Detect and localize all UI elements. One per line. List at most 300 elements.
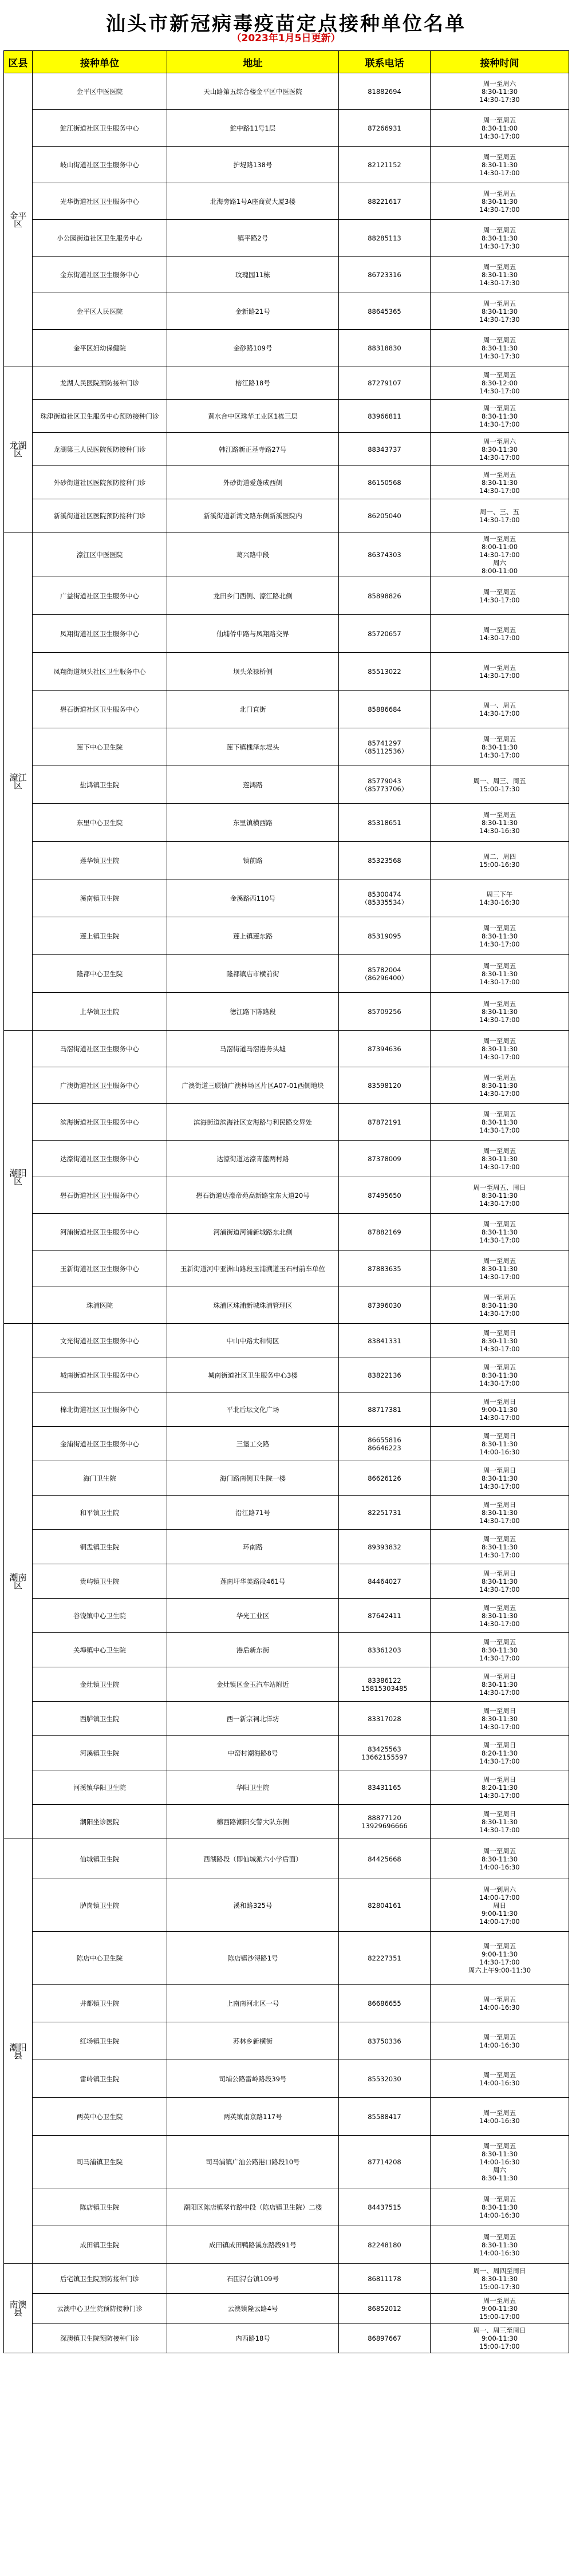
phone-cell: 81882694 <box>339 73 431 110</box>
phone-cell: 85300474 （85335534） <box>339 879 431 917</box>
unit-cell: 后宅镇卫生院预防接种门诊 <box>33 2264 167 2294</box>
table-row <box>4 2060 569 2098</box>
address-cell: 环南路 <box>167 1530 339 1564</box>
address-cell: 河浦街道河浦新城路东北侧 <box>167 1214 339 1250</box>
time-cell: 周一至周日 8:20-11:30 14:30-17:00 <box>431 1770 569 1805</box>
address-cell: 上南南河北区一号 <box>167 1985 339 2022</box>
time-cell: 周一至周五 8:30-11:00 14:30-17:00 <box>431 110 569 147</box>
time-cell: 周一至周五 8:30-11:30 14:30-17:30 <box>431 330 569 366</box>
unit-cell: 马滘街道社区卫生服务中心 <box>33 1031 167 1067</box>
time-cell: 周一至周五 8:30-11:30 14:30-17:00 <box>431 400 569 433</box>
time-cell: 周一至周五 8:30-11:30 14:30-17:30 <box>431 257 569 293</box>
table-header-row <box>4 51 569 73</box>
table-row <box>4 728 569 766</box>
phone-cell: 85779043 （85773706） <box>339 766 431 804</box>
page-title: 汕头市新冠病毒疫苗定点接种单位名单 <box>106 13 466 35</box>
district-cell: 潮阳区 <box>4 1031 33 1324</box>
time-cell: 周一至周五 8:30-11:30 14:30-17:00 <box>431 1031 569 1067</box>
table-row <box>4 653 569 691</box>
address-cell: 珠浦区珠浦新城珠浦管理区 <box>167 1287 339 1324</box>
table-row <box>4 1496 569 1530</box>
table-row <box>4 1932 569 1985</box>
unit-cell: 陈店中心卫生院 <box>33 1932 167 1985</box>
phone-cell: 83750336 <box>339 2022 431 2060</box>
time-cell: 周一至周五 8:30-11:30 14:30-17:00 <box>431 1250 569 1287</box>
address-cell: 金灶镇区金玉汽车站附近 <box>167 1667 339 1702</box>
phone-cell: 85709256 <box>339 993 431 1031</box>
table-row <box>4 1667 569 1702</box>
unit-cell: 上华镇卫生院 <box>33 993 167 1031</box>
address-cell: 北门直街 <box>167 691 339 728</box>
address-cell: 金新路21号 <box>167 293 339 330</box>
time-cell: 周一至周日 8:30-11:30 14:30-17:00 <box>431 1324 569 1358</box>
address-cell: 外砂街道爱蓬成西侧 <box>167 466 339 499</box>
unit-cell: 河浦街道社区卫生服务中心 <box>33 1214 167 1250</box>
unit-cell: 贵屿镇卫生院 <box>33 1564 167 1599</box>
time-cell: 周一到周六 14:00-17:00 周日 9:00-11:30 14:00-17:00 <box>431 1879 569 1932</box>
unit-cell: 城南街道社区卫生服务中心 <box>33 1358 167 1392</box>
address-cell: 坝头荣禄桥侧 <box>167 653 339 691</box>
unit-cell: 珠浦医院 <box>33 1287 167 1324</box>
unit-cell: 达濠街道社区卫生服务中心 <box>33 1141 167 1177</box>
unit-cell: 东里中心卫生院 <box>33 804 167 842</box>
table-row <box>4 842 569 879</box>
unit-cell: 陈店镇卫生院 <box>33 2188 167 2226</box>
time-cell: 周一至周日 8:20-11:30 14:30-17:00 <box>431 1736 569 1770</box>
time-cell: 周一至周五 8:30-11:30 14:30-17:30 <box>431 293 569 330</box>
address-cell: 溪和路325号 <box>167 1879 339 1932</box>
phone-cell: 85720657 <box>339 615 431 653</box>
table-row <box>4 183 569 220</box>
unit-cell: 棉北街道社区卫生服务中心 <box>33 1392 167 1427</box>
phone-cell: 86811178 <box>339 2264 431 2294</box>
table-row <box>4 615 569 653</box>
time-cell: 周一至周六 8:30-11:30 14:30-17:30 <box>431 73 569 110</box>
unit-cell: 盐鸿镇卫生院 <box>33 766 167 804</box>
phone-cell: 88221617 <box>339 183 431 220</box>
table-row <box>4 2022 569 2060</box>
time-cell: 周一至周五 8:30-11:30 14:30-17:00 <box>431 917 569 955</box>
table-row <box>4 1104 569 1141</box>
unit-cell: 河溪镇卫生院 <box>33 1736 167 1770</box>
time-cell: 周一至周日 8:30-11:30 14:30-17:00 <box>431 1564 569 1599</box>
time-cell: 周三下午 14:30-16:30 <box>431 879 569 917</box>
phone-cell: 86686655 <box>339 1985 431 2022</box>
table-row <box>4 220 569 257</box>
phone-cell: 83822136 <box>339 1358 431 1392</box>
time-cell: 周一至周五 8:30-11:30 14:30-17:00 <box>431 147 569 183</box>
address-cell: 护堤路138号 <box>167 147 339 183</box>
phone-cell: 88717381 <box>339 1392 431 1427</box>
time-cell: 周一至周日 8:30-11:30 14:00-16:30 <box>431 1427 569 1461</box>
unit-cell: 金平区中医医院 <box>33 73 167 110</box>
table-row <box>4 577 569 615</box>
address-cell: 东里镇横西路 <box>167 804 339 842</box>
table-row <box>4 1324 569 1358</box>
table-row <box>4 1177 569 1214</box>
phone-cell: 85532030 <box>339 2060 431 2098</box>
phone-cell: 87883635 <box>339 1250 431 1287</box>
phone-cell: 88343737 <box>339 433 431 466</box>
table-row <box>4 433 569 466</box>
phone-cell: 88645365 <box>339 293 431 330</box>
table-row <box>4 147 569 183</box>
phone-cell: 87495650 <box>339 1177 431 1214</box>
unit-cell: 关埠镇中心卫生院 <box>33 1633 167 1667</box>
phone-cell: 87882169 <box>339 1214 431 1250</box>
address-cell: 海门路南侧卫生院一楼 <box>167 1461 339 1496</box>
unit-cell: 广益街道社区卫生服务中心 <box>33 577 167 615</box>
time-cell: 周一至周五 9:00-11:30 15:00-17:00 <box>431 2294 569 2323</box>
phone-cell: 87714208 <box>339 2136 431 2188</box>
unit-cell: 岐山街道社区卫生服务中心 <box>33 147 167 183</box>
time-cell: 周一至周五 8:30-11:30 14:30-17:00 <box>431 1287 569 1324</box>
address-cell: 司马浦镇广汕公路港口路段10号 <box>167 2136 339 2188</box>
address-cell: 平北后坛文化广场 <box>167 1392 339 1427</box>
vaccination-schedule-table <box>3 50 569 2353</box>
address-cell: 马滘街道马滘港务头墟 <box>167 1031 339 1067</box>
table-row <box>4 73 569 110</box>
unit-cell: 海门卫生院 <box>33 1461 167 1496</box>
table-row <box>4 917 569 955</box>
unit-cell: 珠津街道社区卫生服务中心预防接种门诊 <box>33 400 167 433</box>
table-row <box>4 804 569 842</box>
table-row <box>4 2264 569 2294</box>
phone-cell: 82227351 <box>339 1932 431 1985</box>
address-cell: 龙田乡门西侧、濠江路北侧 <box>167 577 339 615</box>
time-cell: 周一至周日 8:30-11:30 14:30-17:00 <box>431 1667 569 1702</box>
address-cell: 司埔公路雷岭路段39号 <box>167 2060 339 2098</box>
address-cell: 成田镇成田鸭路溪东路段91号 <box>167 2226 339 2264</box>
table-row <box>4 993 569 1031</box>
address-cell: 新溪街道新湾文路东侧新溪医院内 <box>167 499 339 532</box>
unit-cell: 莲华镇卫生院 <box>33 842 167 879</box>
time-cell: 周一至周五 8:30-11:30 14:00-16:30 <box>431 1839 569 1879</box>
address-cell: 莲南圩华美路段461号 <box>167 1564 339 1599</box>
table-row <box>4 955 569 993</box>
phone-cell: 82248180 <box>339 2226 431 2264</box>
address-cell: 玫瑰园11栋 <box>167 257 339 293</box>
unit-cell: 礐石街道社区卫生服务中心 <box>33 691 167 728</box>
phone-cell: 83966811 <box>339 400 431 433</box>
time-cell: 周一至周五 8:30-11:30 14:30-17:00 <box>431 1214 569 1250</box>
phone-cell: 87872191 <box>339 1104 431 1141</box>
district-cell: 金平区 <box>4 73 33 366</box>
header-district: 区县 <box>4 51 33 73</box>
address-cell: 沿江路71号 <box>167 1496 339 1530</box>
time-cell: 周一至周五 8:30-11:30 14:00-16:30 <box>431 2188 569 2226</box>
time-cell: 周一至周五 8:30-11:30 14:30-17:30 <box>431 220 569 257</box>
address-cell: 北海旁路1号A座商贸大厦3楼 <box>167 183 339 220</box>
phone-cell: 86852012 <box>339 2294 431 2323</box>
unit-cell: 隆都中心卫生院 <box>33 955 167 993</box>
time-cell: 周一至周五 8:30-11:30 14:30-17:00 <box>431 955 569 993</box>
unit-cell: 云澳中心卫生院预防接种门诊 <box>33 2294 167 2323</box>
unit-cell: 金平区人民医院 <box>33 293 167 330</box>
phone-cell: 86374303 <box>339 532 431 577</box>
address-cell: 滨海街道滨海社区安海路与利民路交界处 <box>167 1104 339 1141</box>
unit-cell: 仙城镇卫生院 <box>33 1839 167 1879</box>
unit-cell: 新溪街道社区医院预防接种门诊 <box>33 499 167 532</box>
unit-cell: 铜盂镇卫生院 <box>33 1530 167 1564</box>
address-cell: 达濠街道达濠青篮两村路 <box>167 1141 339 1177</box>
unit-cell: 两英中心卫生院 <box>33 2098 167 2136</box>
time-cell: 周一、周五 14:30-17:00 <box>431 691 569 728</box>
table-row <box>4 1250 569 1287</box>
time-cell: 周一至周五 8:30-11:30 14:00-16:30 周六 8:30-11:30 <box>431 2136 569 2188</box>
time-cell: 周一、周四至周日 8:30-11:30 15:00-17:30 <box>431 2264 569 2294</box>
unit-cell: 谷饶镇中心卫生院 <box>33 1599 167 1633</box>
address-cell: 镇平路2号 <box>167 220 339 257</box>
header-address: 地址 <box>167 51 339 73</box>
phone-cell: 83386122 15815303485 <box>339 1667 431 1702</box>
phone-cell: 87396030 <box>339 1287 431 1324</box>
table-row <box>4 1633 569 1667</box>
address-cell: 潮阳区陈店镇翠竹路中段（陈店镇卫生院）二楼 <box>167 2188 339 2226</box>
time-cell: 周一至周五 8:30-11:30 14:30-17:00 <box>431 1530 569 1564</box>
address-cell: 金溪路西110号 <box>167 879 339 917</box>
time-cell: 周一至周五 14:00-16:30 <box>431 2098 569 2136</box>
time-cell: 周一至周五 8:30-11:30 14:30-17:00 <box>431 993 569 1031</box>
address-cell: 中山中路太和街区 <box>167 1324 339 1358</box>
address-cell: 玉新街道河中亚洲山路段玉浦溯道玉石村前车单位 <box>167 1250 339 1287</box>
unit-cell: 礐石街道社区卫生服务中心 <box>33 1177 167 1214</box>
unit-cell: 雷岭镇卫生院 <box>33 2060 167 2098</box>
phone-cell: 86897667 <box>339 2323 431 2353</box>
table-row <box>4 1702 569 1736</box>
address-cell: 城南街道社区卫生服务中心3楼 <box>167 1358 339 1392</box>
table-row <box>4 1770 569 1805</box>
phone-cell: 88318830 <box>339 330 431 366</box>
phone-cell: 83425563 13662155597 <box>339 1736 431 1770</box>
time-cell: 周一至周日 8:30-11:30 14:30-17:00 <box>431 1496 569 1530</box>
phone-cell: 87266931 <box>339 110 431 147</box>
phone-cell: 87642411 <box>339 1599 431 1633</box>
time-cell: 周一至周五 14:30-17:00 <box>431 577 569 615</box>
phone-cell: 83598120 <box>339 1067 431 1104</box>
address-cell: 莲下镇槐泽东堤头 <box>167 728 339 766</box>
phone-cell: 89393832 <box>339 1530 431 1564</box>
header-phone: 联系电话 <box>339 51 431 73</box>
table-row <box>4 2294 569 2323</box>
table-row <box>4 1461 569 1496</box>
phone-cell: 84464027 <box>339 1564 431 1599</box>
unit-cell: 濠江区中医医院 <box>33 532 167 577</box>
table-row <box>4 1214 569 1250</box>
unit-cell: 金浦街道社区卫生服务中心 <box>33 1427 167 1461</box>
table-row <box>4 1839 569 1879</box>
address-cell: 葛兴路中段 <box>167 532 339 577</box>
table-row <box>4 2098 569 2136</box>
address-cell: 陈店镇沙浔路1号 <box>167 1932 339 1985</box>
table-row <box>4 1736 569 1770</box>
phone-cell: 83317028 <box>339 1702 431 1736</box>
phone-cell: 85898826 <box>339 577 431 615</box>
time-cell: 周一至周五 8:30-11:30 14:30-17:00 <box>431 1141 569 1177</box>
table-row <box>4 1141 569 1177</box>
time-cell: 周一至周五 14:00-16:30 <box>431 2022 569 2060</box>
header-unit: 接种单位 <box>33 51 167 73</box>
address-cell: 镇前路 <box>167 842 339 879</box>
table-row <box>4 1427 569 1461</box>
district-cell: 潮南区 <box>4 1324 33 1839</box>
address-cell: 黄水合中区珠华工业区1栋三层 <box>167 400 339 433</box>
table-row <box>4 879 569 917</box>
phone-cell: 85588417 <box>339 2098 431 2136</box>
unit-cell: 龙湖人民医院预防接种门诊 <box>33 366 167 400</box>
table-row <box>4 766 569 804</box>
address-cell: 莲鸿路 <box>167 766 339 804</box>
table-row <box>4 2188 569 2226</box>
time-cell: 周一至周五 8:30-11:30 14:30-17:00 <box>431 466 569 499</box>
time-cell: 周一至周五 8:30-11:30 14:30-16:30 <box>431 804 569 842</box>
address-cell: 广澳街道三联镇广澳林场区片区A07-01西侧地块 <box>167 1067 339 1104</box>
unit-cell: 成田镇卫生院 <box>33 2226 167 2264</box>
time-cell: 周一至周五 8:00-11:00 14:30-17:00 周六 8:00-11:00 <box>431 532 569 577</box>
time-cell: 周一至周五 14:30-17:00 <box>431 615 569 653</box>
unit-cell: 小公园街道社区卫生服务中心 <box>33 220 167 257</box>
table-row <box>4 1392 569 1427</box>
time-cell: 周一至周五 8:30-11:30 14:30-17:00 <box>431 728 569 766</box>
time-cell: 周一至周日 9:00-11:30 14:30-17:00 <box>431 1392 569 1427</box>
time-cell: 周一、周三至周日 9:00-11:30 15:00-17:00 <box>431 2323 569 2353</box>
table-row <box>4 2323 569 2353</box>
table-row <box>4 1599 569 1633</box>
address-cell: 棉西路潮阳交警大队东侧 <box>167 1805 339 1839</box>
time-cell: 周一至周五 8:30-11:30 14:30-17:00 <box>431 183 569 220</box>
time-cell: 周一至周五 8:30-11:30 14:00-16:30 <box>431 2226 569 2264</box>
phone-cell: 84425668 <box>339 1839 431 1879</box>
address-cell: 西一新宗祠北洋坊 <box>167 1702 339 1736</box>
phone-cell: 85319095 <box>339 917 431 955</box>
address-cell: 内西路18号 <box>167 2323 339 2353</box>
phone-cell: 87378009 <box>339 1141 431 1177</box>
phone-cell: 85886684 <box>339 691 431 728</box>
address-cell: 莲上镇莲东路 <box>167 917 339 955</box>
unit-cell: 河溪镇华阳卫生院 <box>33 1770 167 1805</box>
phone-cell: 83841331 <box>339 1324 431 1358</box>
unit-cell: 光华街道社区卫生服务中心 <box>33 183 167 220</box>
phone-cell: 82251731 <box>339 1496 431 1530</box>
header-time: 接种时间 <box>431 51 569 73</box>
unit-cell: 溪南镇卫生院 <box>33 879 167 917</box>
unit-cell: 凤翔街道社区卫生服务中心 <box>33 615 167 653</box>
district-cell: 龙湖区 <box>4 366 33 532</box>
address-cell: 韩江路新正基寺路27号 <box>167 433 339 466</box>
unit-cell: 莲下中心卫生院 <box>33 728 167 766</box>
table-row <box>4 1067 569 1104</box>
address-cell: 港后新东街 <box>167 1633 339 1667</box>
phone-cell: 85513022 <box>339 653 431 691</box>
phone-cell: 82804161 <box>339 1879 431 1932</box>
address-cell: 仙埔侨中路与凤翔路交界 <box>167 615 339 653</box>
table-row <box>4 466 569 499</box>
phone-cell: 86205040 <box>339 499 431 532</box>
district-cell: 南澳县 <box>4 2264 33 2353</box>
phone-cell: 87279107 <box>339 366 431 400</box>
time-cell: 周一至周五 8:30-12:00 14:30-17:00 <box>431 366 569 400</box>
time-cell: 周一至周五 8:30-11:30 14:30-17:00 <box>431 1599 569 1633</box>
phone-cell: 87394636 <box>339 1031 431 1067</box>
address-cell: 鮀中路11号1层 <box>167 110 339 147</box>
table-row <box>4 532 569 577</box>
unit-cell: 金东街道社区卫生服务中心 <box>33 257 167 293</box>
unit-cell: 广澳街道社区卫生服务中心 <box>33 1067 167 1104</box>
time-cell: 周一至周日 8:30-11:30 14:30-17:00 <box>431 1805 569 1839</box>
address-cell: 隆都镇店市横前街 <box>167 955 339 993</box>
address-cell: 石围浔台镇109号 <box>167 2264 339 2294</box>
unit-cell: 西胪镇卫生院 <box>33 1702 167 1736</box>
address-cell: 天山路第五综合楼金平区中医医院 <box>167 73 339 110</box>
phone-cell: 83431165 <box>339 1770 431 1805</box>
phone-cell: 84437515 <box>339 2188 431 2226</box>
table-row <box>4 1564 569 1599</box>
district-cell: 濠江区 <box>4 532 33 1031</box>
phone-cell: 88285113 <box>339 220 431 257</box>
time-cell: 周一至周五 8:30-11:30 14:30-17:00 <box>431 1358 569 1392</box>
time-cell: 周一至周六 8:30-11:30 14:30-17:00 <box>431 433 569 466</box>
address-cell: 华光工业区 <box>167 1599 339 1633</box>
unit-cell: 莲上镇卫生院 <box>33 917 167 955</box>
address-cell: 礐石街道达濠帝苑高新路宝东大道20号 <box>167 1177 339 1214</box>
time-cell: 周一、周三、周五 15:00-17:30 <box>431 766 569 804</box>
table-row <box>4 1805 569 1839</box>
unit-cell: 胪岗镇卫生院 <box>33 1879 167 1932</box>
phone-cell: 86655816 86646223 <box>339 1427 431 1461</box>
unit-cell: 鮀江街道社区卫生服务中心 <box>33 110 167 147</box>
unit-cell: 井都镇卫生院 <box>33 1985 167 2022</box>
phone-cell: 82121152 <box>339 147 431 183</box>
address-cell: 云澳镇隆云路4号 <box>167 2294 339 2323</box>
update-date: （2023年1月5日更新） <box>231 33 341 44</box>
table-row <box>4 366 569 400</box>
table-row <box>4 1985 569 2022</box>
address-cell: 西湖路段（即仙城派六小学后面） <box>167 1839 339 1879</box>
table-row <box>4 110 569 147</box>
time-cell: 周一至周五 9:00-11:30 14:30-17:00 周六上午9:00-11:30 <box>431 1932 569 1985</box>
table-row <box>4 1358 569 1392</box>
unit-cell: 和平镇卫生院 <box>33 1496 167 1530</box>
unit-cell: 潮阳坐诊医院 <box>33 1805 167 1839</box>
phone-cell: 85782004 （86296400） <box>339 955 431 993</box>
table-row <box>4 330 569 366</box>
phone-cell: 86626126 <box>339 1461 431 1496</box>
address-cell: 三堡工交路 <box>167 1427 339 1461</box>
unit-cell: 外砂街道社区医院预防接种门诊 <box>33 466 167 499</box>
time-cell: 周一至周五 8:30-11:30 14:30-17:00 <box>431 1633 569 1667</box>
unit-cell: 文光街道社区卫生服务中心 <box>33 1324 167 1358</box>
table-row <box>4 691 569 728</box>
table-row <box>4 2226 569 2264</box>
unit-cell: 龙湖第三人民医院预防接种门诊 <box>33 433 167 466</box>
unit-cell: 红场镇卫生院 <box>33 2022 167 2060</box>
table-row <box>4 400 569 433</box>
time-cell: 周一至周五 14:30-17:00 <box>431 653 569 691</box>
time-cell: 周一至周日 8:30-11:30 14:30-17:00 <box>431 1461 569 1496</box>
address-cell: 榕江路18号 <box>167 366 339 400</box>
phone-cell: 85318651 <box>339 804 431 842</box>
table-row <box>4 1879 569 1932</box>
unit-cell: 深澳镇卫生院预防接种门诊 <box>33 2323 167 2353</box>
phone-cell: 83361203 <box>339 1633 431 1667</box>
time-cell: 周一至周五 14:00-16:30 <box>431 1985 569 2022</box>
phone-cell: 85741297 （85112536） <box>339 728 431 766</box>
table-row <box>4 293 569 330</box>
table-row <box>4 1530 569 1564</box>
table-row <box>4 2136 569 2188</box>
phone-cell: 86150568 <box>339 466 431 499</box>
address-cell: 德江路下陈路段 <box>167 993 339 1031</box>
